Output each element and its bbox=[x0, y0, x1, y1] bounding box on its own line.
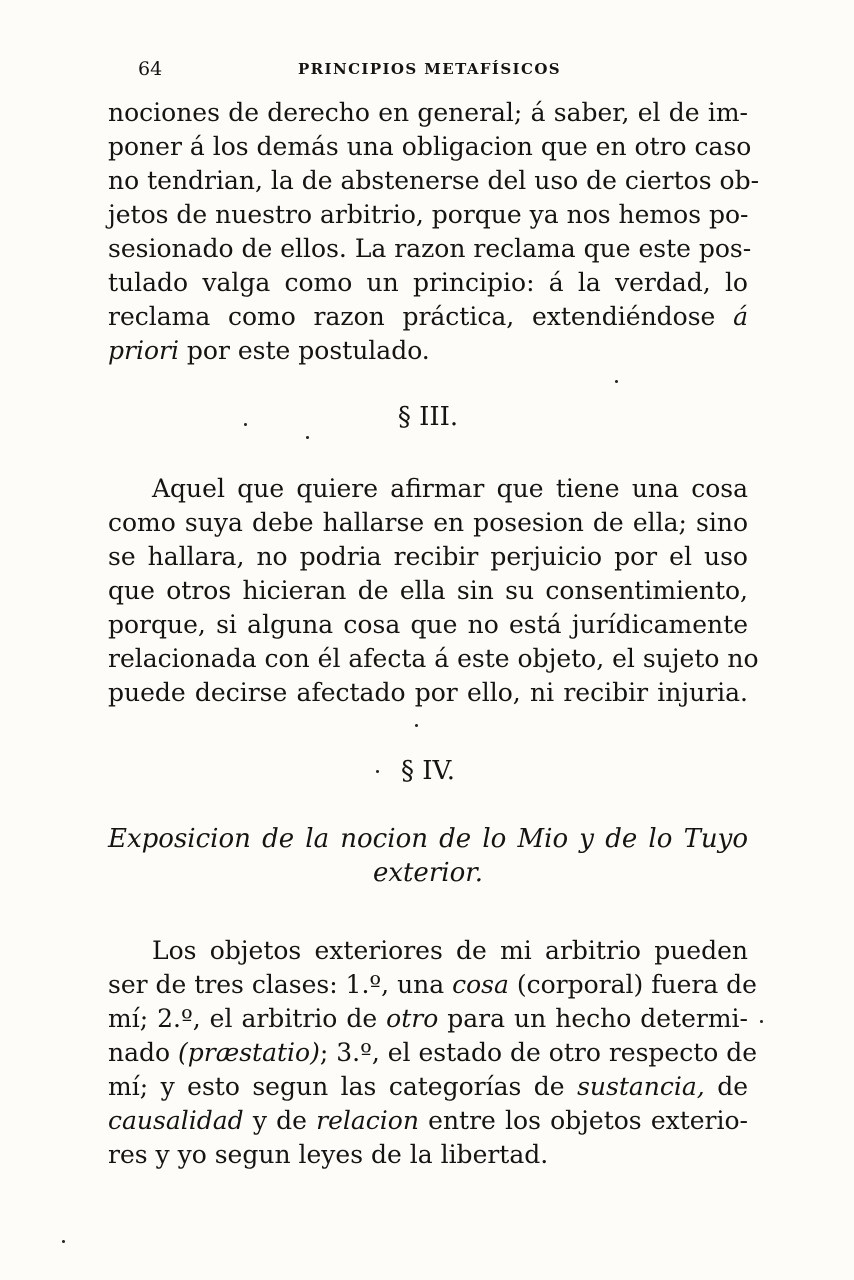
ink-speck bbox=[615, 380, 618, 383]
text-line: jetos de nuestro arbitrio, porque ya nos hemos po- bbox=[108, 200, 749, 229]
text-segment: y de bbox=[243, 1106, 317, 1135]
text-line: se hallara, no podria recibir perjuicio por el uso bbox=[108, 542, 748, 571]
italic-word: sustancia, bbox=[577, 1072, 705, 1101]
italic-word: otro bbox=[386, 1004, 439, 1033]
text-line: nociones de derecho en general; á saber, el de im- bbox=[108, 98, 748, 127]
ink-speck bbox=[62, 1240, 65, 1243]
italic-word: cosa bbox=[452, 970, 509, 999]
text-segment: ; 3.º, el estado de otro respecto de bbox=[319, 1038, 758, 1067]
text-line bbox=[108, 1036, 758, 1070]
text-line bbox=[108, 968, 757, 1002]
section-heading-iii: § III. bbox=[397, 402, 459, 432]
text-line: tulado valga como un principio: á la verdad, lo bbox=[108, 268, 748, 297]
section-heading-iv: § IV. bbox=[400, 756, 456, 786]
text-line: porque, si alguna cosa que no está jurídicamente bbox=[108, 610, 748, 639]
text-segment: nado bbox=[108, 1038, 179, 1067]
section-title-line: Exposicion de la nocion de lo Mio y de lo Tuyo bbox=[108, 824, 748, 854]
text-segment: por este postulado. bbox=[178, 336, 430, 365]
text-segment: para un hecho determi- bbox=[438, 1004, 749, 1033]
text-line: sesionado de ellos. La razon reclama que este pos- bbox=[108, 234, 752, 263]
text-line: puede decirse afectado por ello, ni recibir injuria. bbox=[108, 678, 748, 707]
text-segment: ser de tres clases: 1.º, una bbox=[108, 970, 453, 999]
text-segment: entre los objetos exterio- bbox=[418, 1106, 748, 1135]
italic-word: causalidad bbox=[108, 1106, 244, 1135]
text-line: Aquel que quiere afirmar que tiene una cosa bbox=[152, 474, 748, 503]
text-line bbox=[108, 1104, 748, 1138]
text-segment: de bbox=[704, 1072, 748, 1101]
text-line: que otros hicieran de ella sin su consentimiento, bbox=[108, 576, 748, 605]
ink-speck bbox=[415, 724, 418, 727]
text-line: no tendrian, la de abstenerse del uso de ciertos ob- bbox=[108, 166, 760, 195]
italic-word: relacion bbox=[316, 1106, 419, 1135]
text-line: poner á los demás una obligacion que en otro caso bbox=[108, 132, 752, 161]
ink-speck bbox=[244, 423, 247, 426]
text-segment: (corporal) fuera de bbox=[508, 970, 757, 999]
text-line bbox=[108, 334, 748, 368]
running-title: PRINCIPIOS METAFÍSICOS bbox=[298, 60, 562, 78]
text-line: res y yo segun leyes de la libertad. bbox=[108, 1140, 549, 1169]
text-segment: mí; y esto segun las categorías de bbox=[108, 1072, 578, 1101]
italic-word: (præstatio) bbox=[178, 1038, 320, 1067]
text-segment: reclama como razon práctica, extendiéndose bbox=[108, 302, 716, 331]
ink-speck bbox=[306, 436, 309, 439]
text-line: relacionada con él afecta á este objeto, el sujeto no bbox=[108, 644, 759, 673]
running-head bbox=[108, 58, 748, 86]
text-line bbox=[108, 1002, 748, 1036]
text-segment: mí; 2.º, el arbitrio de bbox=[108, 1004, 387, 1033]
italic-word: priori bbox=[108, 336, 179, 365]
ink-speck bbox=[760, 1020, 763, 1023]
ink-speck bbox=[376, 770, 379, 773]
text-line: Los objetos exteriores de mi arbitrio pueden bbox=[152, 936, 748, 965]
text-line: como suya debe hallarse en posesion de ella; sino bbox=[108, 508, 748, 537]
text-line bbox=[108, 1070, 748, 1104]
text-line bbox=[108, 300, 748, 334]
page-number: 64 bbox=[138, 58, 163, 80]
section-title-line: exterior. bbox=[372, 858, 484, 888]
italic-word: á bbox=[733, 302, 748, 331]
